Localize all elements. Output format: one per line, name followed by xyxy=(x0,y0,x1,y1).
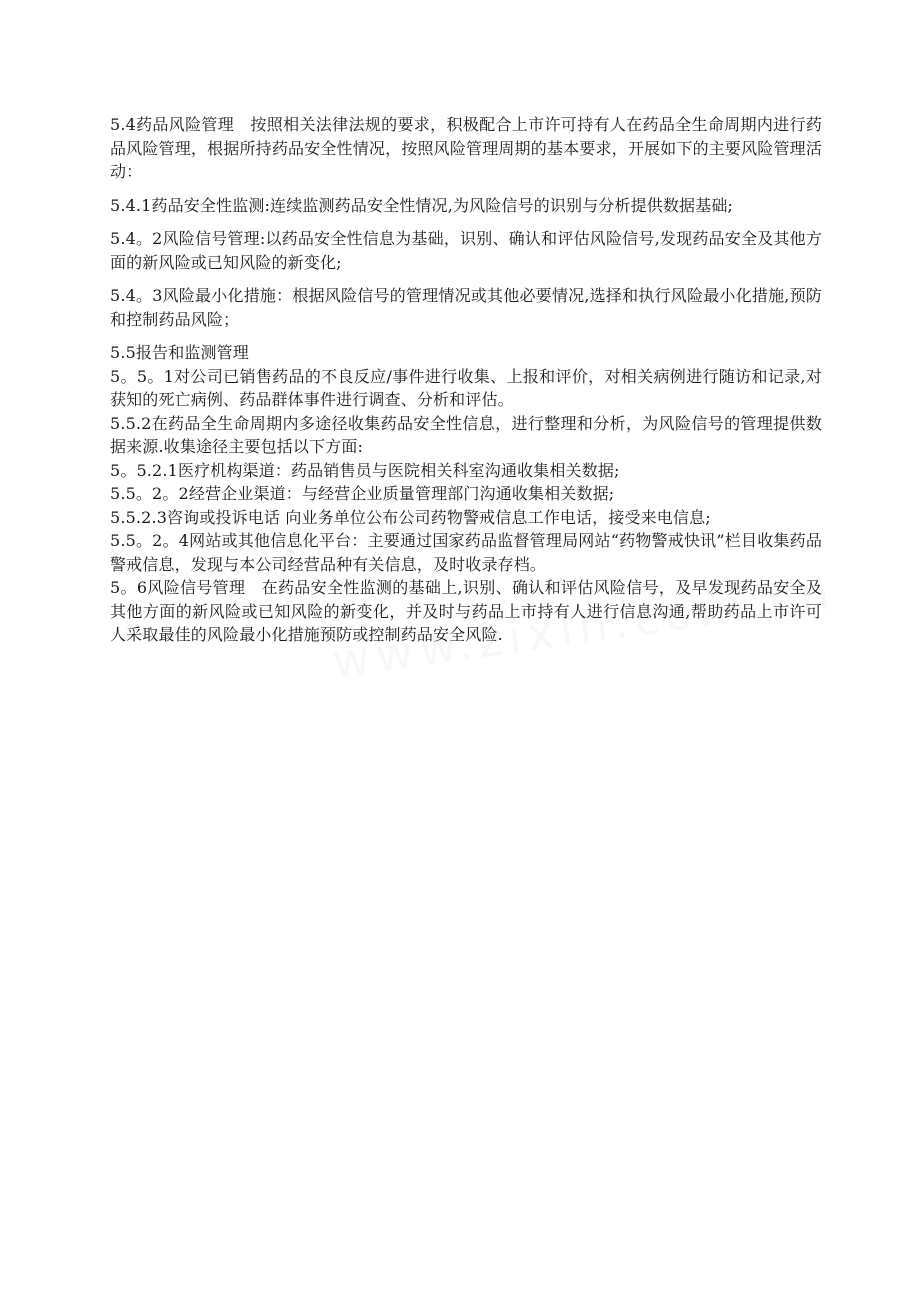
paragraph-5-4-3: 5.4。3风险最小化措施：根据风险信号的管理情况或其他必要情况,选择和执行风险最小化措施,预防和控制药品风险； xyxy=(110,286,822,329)
paragraph-5-5-2-4: 5.5。2。4网站或其他信息化平台：主要通过国家药品监督管理局网站“药物警戒快讯”栏目收集药品警戒信息，发现与本公司经营品种有关信息，及时收录存档。 xyxy=(110,531,822,574)
paragraph-5-6: 5。6风险信号管理 在药品安全性监测的基础上,识别、确认和评估风险信号，及早发现药品安全及其他方面的新风险或已知风险的新变化，并及时与药品上市持有人进行信息沟通,帮助药品上市许可人采取最佳的风险最小化措施预防或控制药品安全风险. xyxy=(110,578,822,644)
paragraph-5-4-2: 5.4。2风险信号管理:以药品安全性信息为基础，识别、确认和评估风险信号,发现药品安全及其他方面的新风险或已知风险的新变化; xyxy=(110,229,822,272)
paragraph-5-4-1: 5.4.1药品安全性监测:连续监测药品安全性情况,为风险信号的识别与分析提供数据基础; xyxy=(110,195,734,215)
paragraph-5-5-1: 5。5。1对公司已销售药品的不良反应/事件进行收集、上报和评价，对相关病例进行随访和记录,对获知的死亡病例、药品群体事件进行调查、分析和评估。 xyxy=(110,366,822,409)
paragraph-5-5-2: 5.5.2在药品全生命周期内多途径收集药品安全性信息，进行整理和分析，为风险信号的管理提供数据来源.收集途径主要包括以下方面: xyxy=(110,413,822,456)
paragraph-5-5-2-1: 5。5.2.1医疗机构渠道：药品销售员与医院相关科室沟通收集相关数据; xyxy=(110,460,620,480)
document-body xyxy=(110,113,822,647)
paragraph-5-4: 5.4药品风险管理 按照相关法律法规的要求，积极配合上市许可持有人在药品全生命周期内进行药品风险管理，根据所持药品安全性情况，按照风险管理周期的基本要求，开展如下的主要风险管理活动： xyxy=(110,115,822,181)
paragraph-5-5-2-3: 5.5.2.3咨询或投诉电话 向业务单位公布公司药物警戒信息工作电话，接受来电信息; xyxy=(110,507,711,527)
paragraph-5-5-2-2: 5.5。2。2经营企业渠道：与经营企业质量管理部门沟通收集相关数据; xyxy=(110,484,615,503)
heading-5-5: 5.5报告和监测管理 xyxy=(110,343,249,362)
